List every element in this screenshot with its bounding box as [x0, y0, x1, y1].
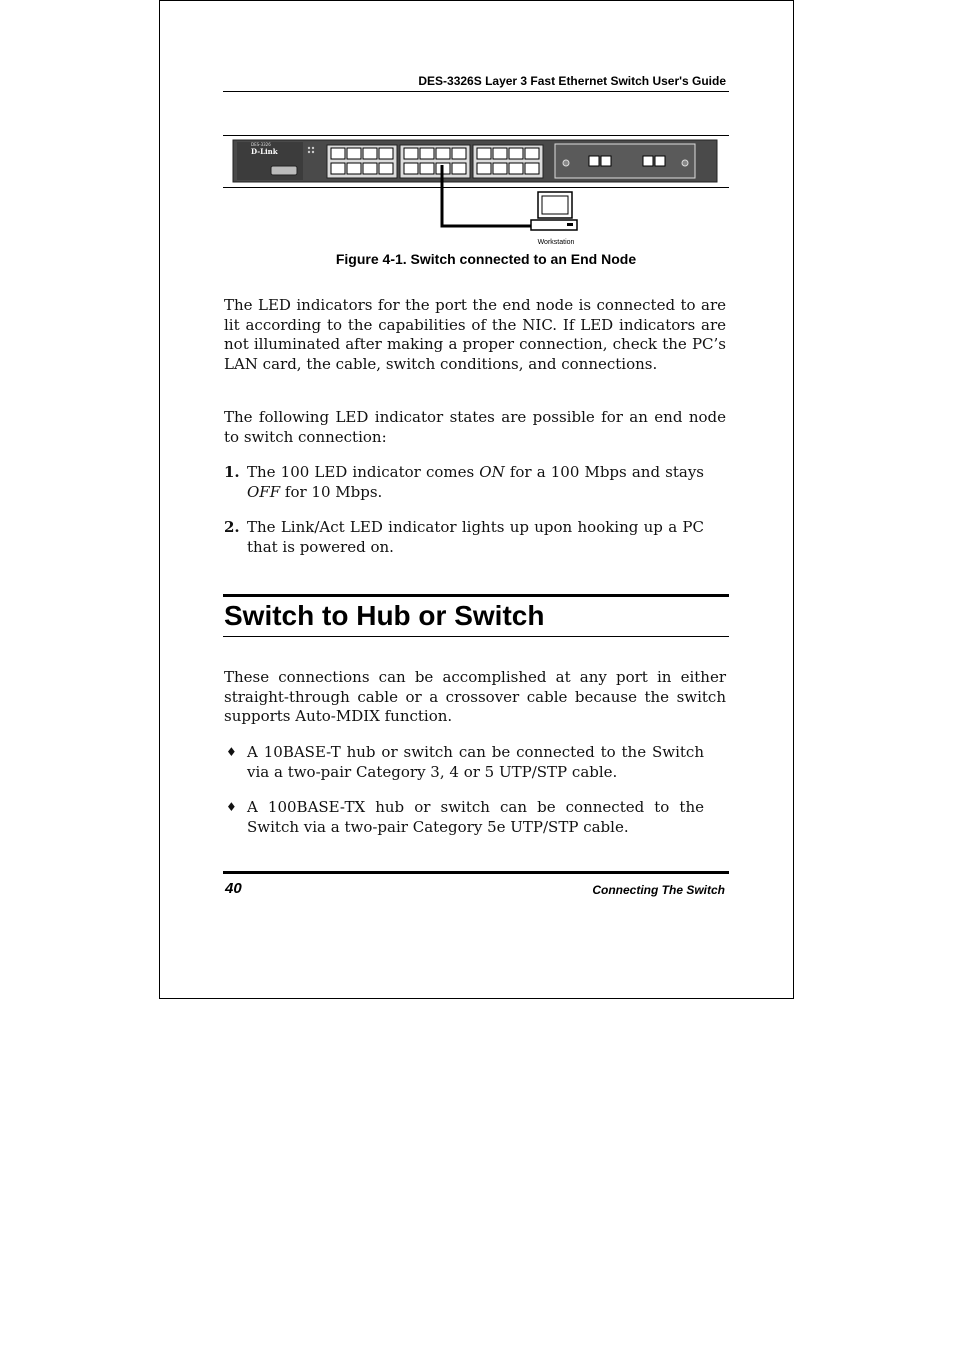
- workstation-label: Workstation: [537, 239, 575, 246]
- figure-caption: Figure 4-1. Switch connected to an End Node: [335, 251, 637, 267]
- port-group-1: [327, 145, 397, 178]
- list-item-text: A 10BASE-T hub or switch can be connected to the Switch via a two-pair Category 3, 4 or 5 UTP/STP cable.: [247, 743, 704, 781]
- module-slot: [555, 144, 695, 178]
- list-item: [224, 518, 704, 557]
- console-port: [271, 166, 297, 175]
- running-header: DES-3326S Layer 3 Fast Ethernet Switch User's Guide: [418, 74, 726, 88]
- diamond-bullet-icon: ♦: [226, 800, 237, 814]
- diamond-bullet-icon: ♦: [226, 745, 237, 759]
- list-marker: 2.: [224, 518, 240, 536]
- switch-figure: [223, 135, 729, 247]
- list-item: [224, 743, 704, 782]
- page-number: 40: [225, 880, 242, 897]
- port-group-3: [473, 145, 543, 178]
- switch-model-label: DES-3326: [251, 142, 271, 147]
- footer-rule: [223, 871, 729, 874]
- list-marker: 1.: [224, 463, 240, 481]
- list-item-text: A 100BASE-TX hub or switch can be connected to the Switch via a two-pair Category 5e UTP/STP cable.: [247, 798, 704, 836]
- list-item-text: The Link/Act LED indicator lights up upon hooking up a PC that is powered on.: [247, 518, 704, 556]
- paragraph-auto-mdix: These connections can be accomplished at any port in either straight-through cable or a crossover cable because the switch supports Auto-MDIX function.: [224, 668, 726, 725]
- section-rule-top: [223, 594, 729, 597]
- footer-section-name: Connecting The Switch: [592, 883, 725, 897]
- switch-brand-label: D-Link: [251, 147, 278, 156]
- workstation-icon: [531, 192, 577, 230]
- paragraph-led-states: The following LED indicator states are possible for an end node to switch connection:: [224, 408, 726, 446]
- section-title: Switch to Hub or Switch: [224, 600, 545, 631]
- list-item: [224, 798, 704, 837]
- list-item: [224, 463, 704, 502]
- list-item-text: The 100 LED indicator comes ON for a 100 Mbps and stays OFF for 10 Mbps.: [247, 463, 704, 501]
- section-rule-bottom: [223, 636, 729, 637]
- header-rule: [223, 91, 729, 92]
- port-group-2: [400, 145, 470, 178]
- paragraph-led-indicators: The LED indicators for the port the end node is connected to are lit according to the capabilities of the NIC. If LED indicators are not illuminated after making a proper connection, check the PC’s LAN card, the cable, switch conditions, and connections.: [224, 296, 726, 373]
